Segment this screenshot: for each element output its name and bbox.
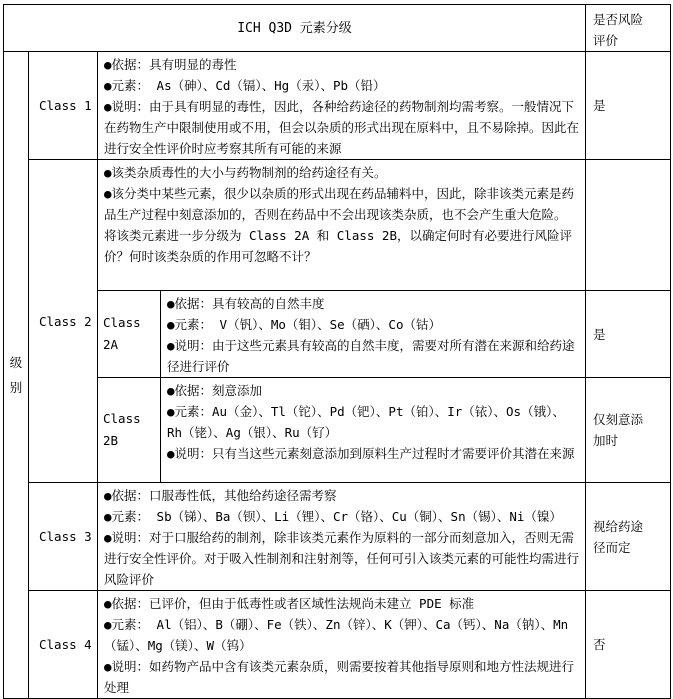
class2-intro-p3: 将该类元素进一步分级为 Class 2A 和 Class 2B，以确定何时有必要进行风险评价？何时该类杂质的作用可忽略不计？: [104, 228, 572, 264]
risk-column-header: 是否风险评价: [593, 12, 644, 48]
class2-label-cell: Class 2: [29, 160, 98, 483]
class1-description: ●说明：由于具有明显的毒性，因此，各种给药途径的药物制剂均需考察。一般情况下在药物生产中限制使用或不用，但会以杂质的形式出现在原料中，且不易除掉。因此在进行安全性评价时应考察其所有可能的来源: [104, 99, 580, 156]
class2a-risk-value: 是: [593, 326, 606, 342]
classification-table: [3, 4, 671, 699]
class1-label-cell: Class 1: [29, 52, 98, 160]
class2-intro-cell: [98, 160, 586, 291]
class3-basis: ●依据：口服毒性低，其他给药途径需考察: [104, 488, 337, 503]
class2-intro-p2: ●该分类中某些元素，很少以杂质的形式出现在药品辅料中，因此，除非该类元素是药品生产过程中刻意添加的，否则在药品中不会出现该类杂质，也不会产生重大危险。: [104, 186, 575, 222]
class4-content-cell: [98, 591, 586, 699]
class4-basis: ●依据：已评价，但由于低毒性或者区域性法规尚未建立 PDE 标准: [104, 596, 475, 611]
class4-label-cell: Class 4: [29, 591, 98, 699]
class3-elements: ●元素： Sb（锑）、Ba（钡）、Li（锂）、Cr（铬）、Cu（铜）、Sn（锡）、Ni（镍）: [104, 509, 562, 524]
class2b-label-cell: [98, 378, 161, 483]
class2-intro-p1: ●该类杂质毒性的大小与药物制剂的给药途径有关。: [104, 165, 387, 180]
risk-column-header-cell: [586, 5, 671, 52]
class3-risk-value: 视给药途径而定: [593, 518, 644, 555]
class2b-content-cell: [161, 378, 586, 483]
class1-risk-cell: [586, 52, 671, 160]
class2a-basis: ●依据：具有较高的自然丰度: [167, 296, 325, 311]
class2b-description: ●说明：只有当这些元素刻意添加到原料生产过程时才需要评价其潜在来源: [167, 446, 575, 461]
axis-label-cell: [4, 52, 29, 699]
class2a-elements: ●元素： V（钒）、Mo（钼）、Se（硒）、Co（钴）: [167, 317, 441, 332]
class2a-label-cell: [98, 291, 161, 378]
class2b-risk-value: 仅刻意添加时: [593, 412, 644, 448]
class2b-risk-cell: [586, 378, 671, 483]
class4-risk-value: 否: [593, 637, 606, 652]
class3-risk-cell: [586, 483, 671, 591]
class2a-label: Class 2A: [103, 315, 141, 352]
axis-label: 级别: [9, 355, 23, 395]
class2-intro-risk-cell: [586, 160, 671, 291]
class1-elements: ●元素： As（砷）、Cd（镉）、Hg（汞）、Pb（铅）: [104, 78, 386, 93]
table-title: ICH Q3D 元素分级: [4, 5, 586, 52]
class1-basis: ●依据：具有明显的毒性: [104, 57, 237, 72]
class2a-risk-cell: [586, 291, 671, 378]
class2a-description: ●说明：由于这些元素具有较高的自然丰度，需要对所有潜在来源和给药途径进行评价: [167, 338, 575, 374]
class1-risk-value: 是: [593, 98, 606, 113]
class4-risk-cell: [586, 591, 671, 699]
class2b-label: Class 2B: [103, 411, 141, 448]
class4-elements: ●元素： Al（铝）、B（硼）、Fe（铁）、Zn（锌）、K（钾）、Ca（钙）、Na（钠）、Mn（锰）、Mg（镁）、W（钨）: [104, 617, 569, 653]
class2b-basis: ●依据：刻意添加: [167, 383, 263, 398]
class2b-elements: ●元素：Au（金）、Tl（铊）、Pd（钯）、Pt（铂）、Ir（铱）、Os（锇）、Rh（铑）、Ag（银）、Ru（钌）: [167, 404, 565, 440]
class1-content-cell: [98, 52, 586, 160]
class3-content-cell: [98, 483, 586, 591]
class4-description: ●说明：如药物产品中含有该类元素杂质，则需要按着其他指导原则和地方性法规进行处理: [104, 659, 575, 695]
class3-label-cell: Class 3: [29, 483, 98, 591]
class3-description: ●说明：对于口服给药的制剂，除非该类元素作为原料的一部分而刻意加入，否则无需进行安全性评价。对于吸入性制剂和注射剂等，任何可引入该类元素的可能性均需进行风险评价: [104, 530, 580, 587]
class2a-content-cell: [161, 291, 586, 378]
